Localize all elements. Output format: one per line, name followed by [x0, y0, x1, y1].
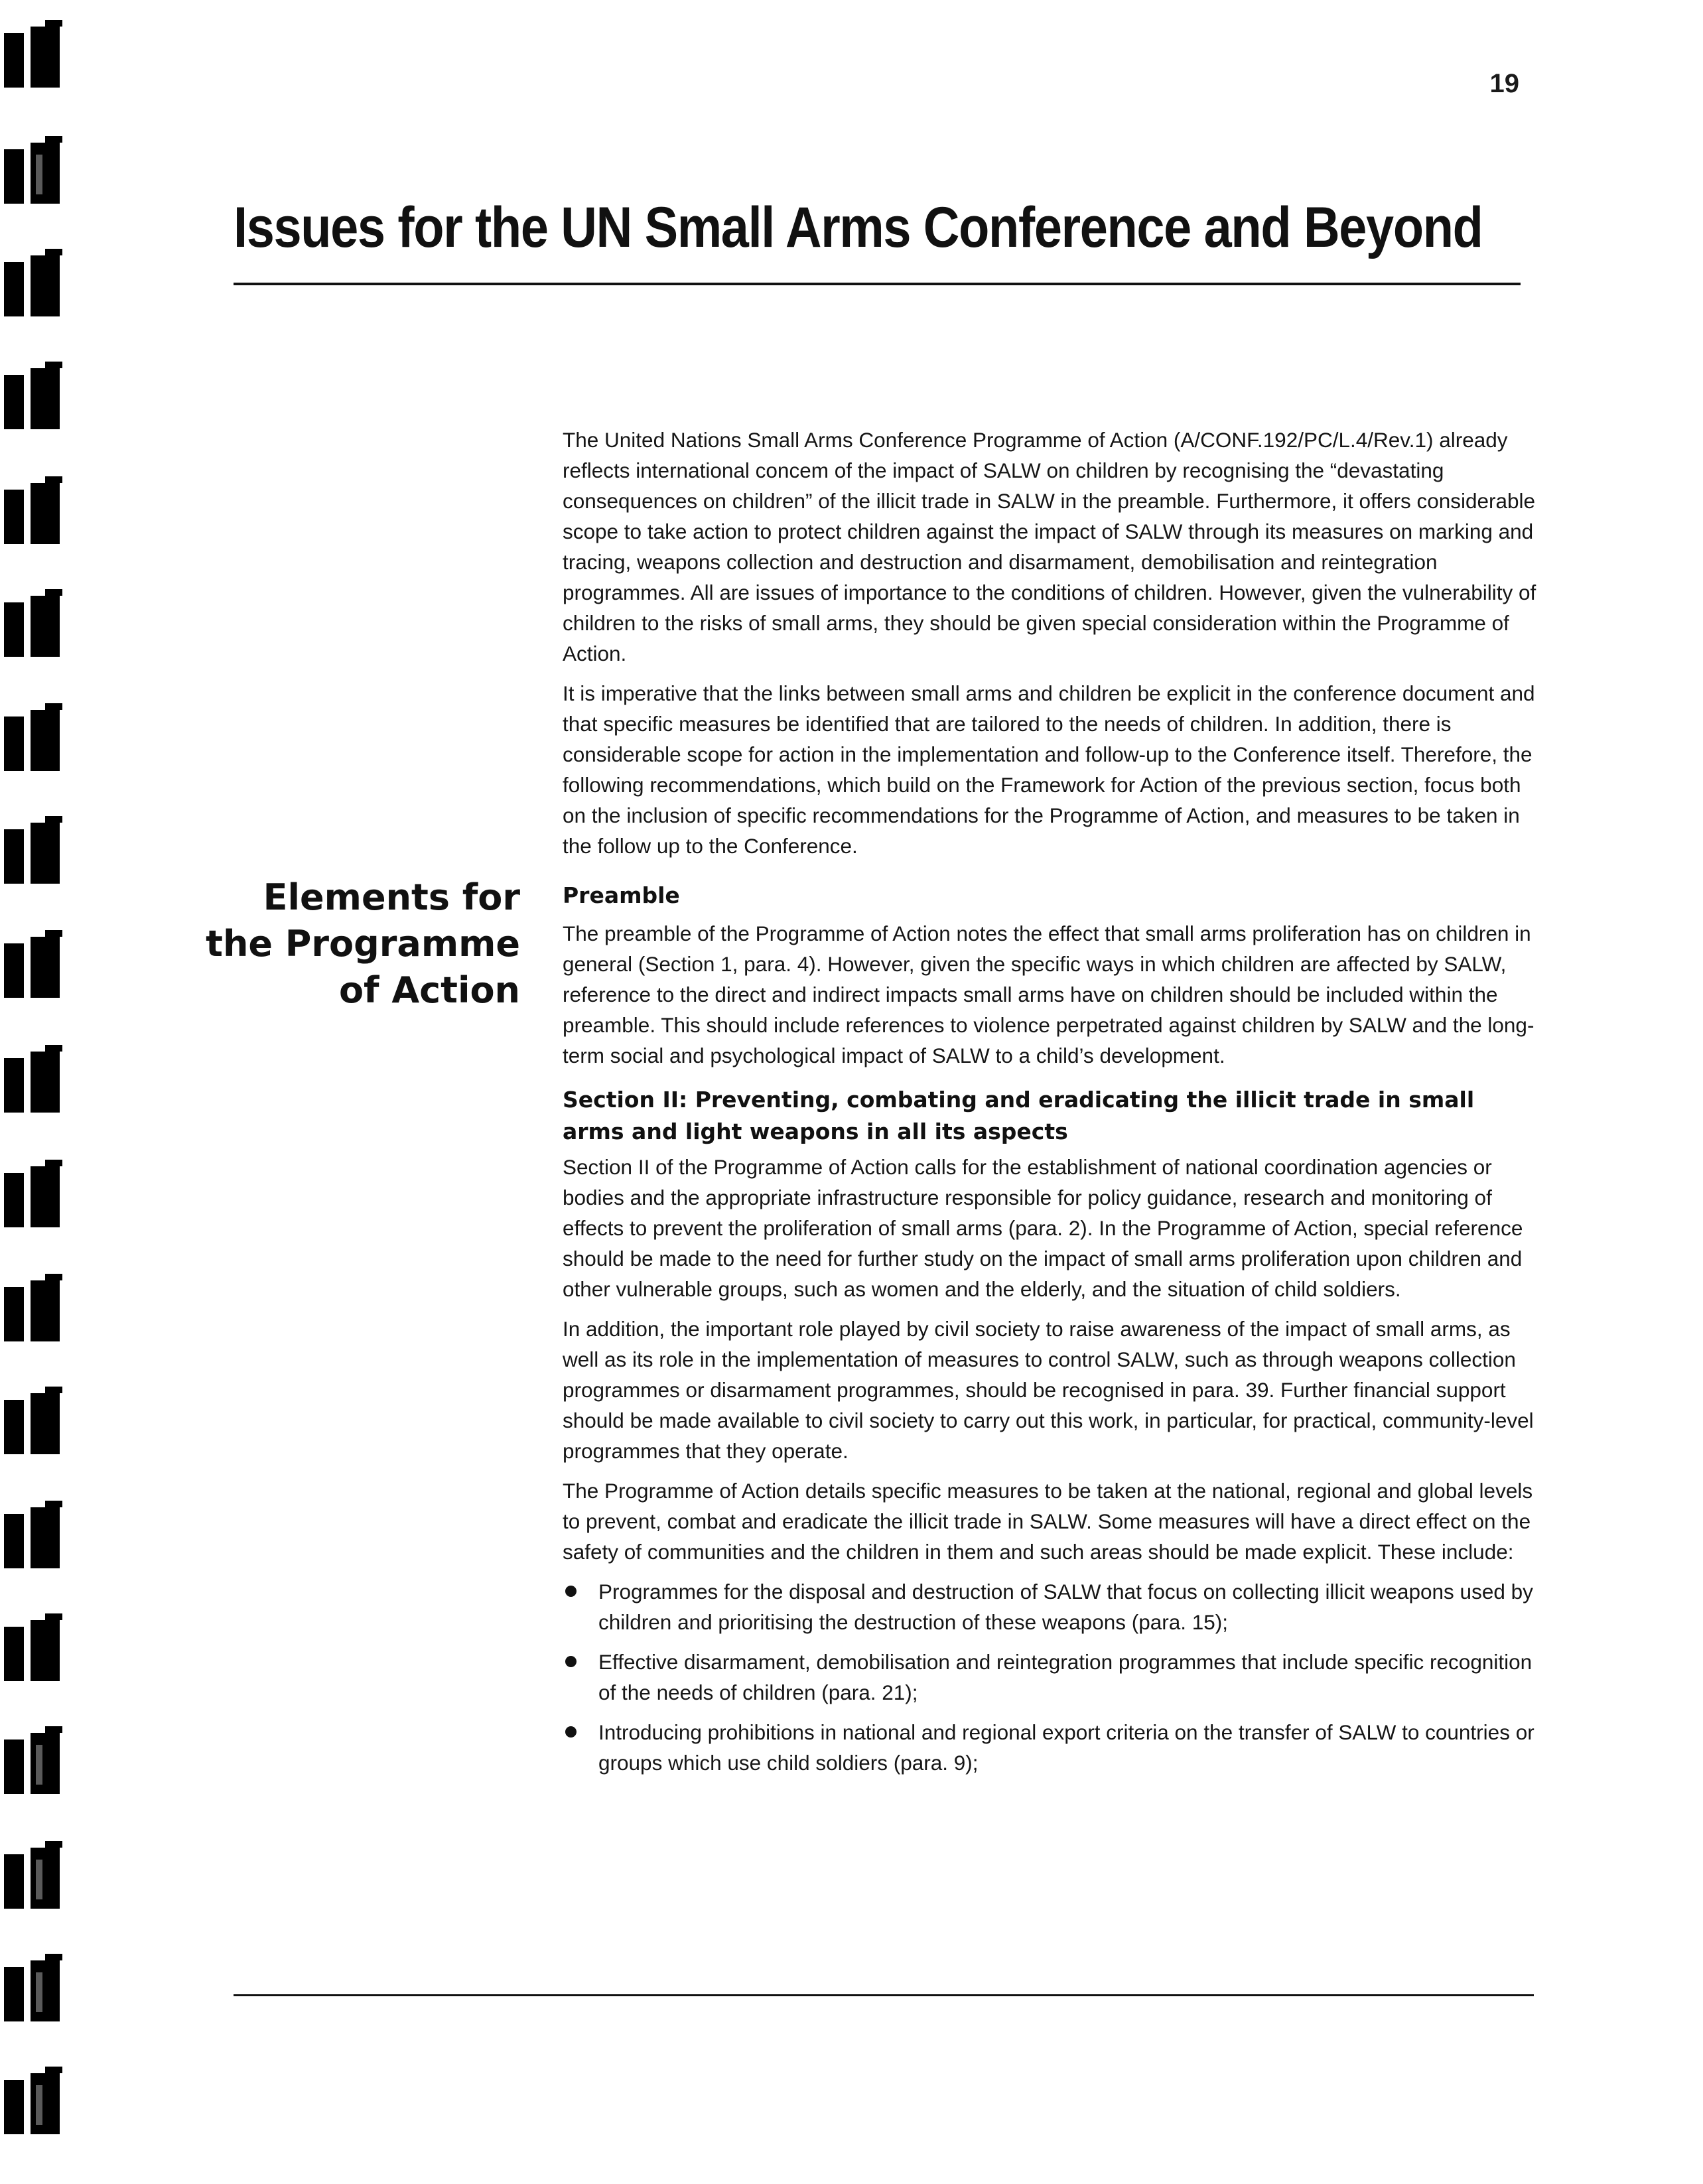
side-heading: [199, 874, 520, 1014]
intro-paragraph: It is imperative that the links between small arms and children be explicit in the conference document and that specific measures be identified that are tailored to the needs of children. In addition, there is considerable scope for action in the implementation and follow-up to the Conference itself. Therefore, the following recommendations, which build on the Framework for Action of the previous section, focus both on the inclusion of specific recommendations for the Programme of Action, and measures to be taken in the follow up to the Conference.: [563, 681, 1535, 858]
binding-ring: [4, 1848, 64, 1909]
side-heading-line: of Action: [338, 969, 520, 1011]
binding-ring: [4, 1393, 64, 1454]
binding-ring: [4, 1960, 64, 2021]
list-item: [563, 1717, 1538, 1778]
bullet-icon: [565, 1726, 577, 1738]
binding-ring: [4, 596, 64, 657]
binding-ring: [4, 143, 64, 204]
spiral-binding: [0, 0, 73, 2184]
preamble-heading: Preamble: [563, 882, 680, 908]
binding-ring: [4, 255, 64, 316]
footer-divider: [234, 1994, 1534, 1996]
binding-ring: [4, 1280, 64, 1341]
list-item: [563, 1576, 1538, 1637]
binding-ring: [4, 368, 64, 429]
side-heading-line: Elements for: [263, 876, 520, 918]
binding-ring: [4, 1507, 64, 1568]
measures-list: [563, 1576, 1538, 1778]
binding-ring: [4, 1620, 64, 1681]
side-heading-line: the Programme: [206, 923, 520, 965]
bullet-icon: [565, 1656, 577, 1667]
binding-ring: [4, 1052, 64, 1113]
bullet-icon: [565, 1586, 577, 1597]
main-content: [563, 425, 1538, 1787]
binding-ring: [4, 937, 64, 998]
binding-ring: [4, 483, 64, 544]
binding-ring: [4, 1166, 64, 1227]
section2-heading: Section II: Preventing, combating and eradicating the illicit trade in small arms and light weapons in all its aspects: [563, 1087, 1475, 1144]
list-item-text: Programmes for the disposal and destruction of SALW that focus on collecting illicit weapons used by children and prioritising the destruction of these weapons (para. 15);: [598, 1580, 1533, 1634]
page-number: 19: [1489, 69, 1519, 98]
binding-ring: [4, 710, 64, 771]
binding-ring: [4, 2073, 64, 2134]
list-item-text: Effective disarmament, demobilisation and reintegration programmes that include specific recognition of the needs of children (para. 21);: [598, 1650, 1533, 1704]
intro-paragraph: The United Nations Small Arms Conference Programme of Action (A/CONF.192/PC/L.4/Rev.1) already reflects international concem of the impact of SALW on children by recognising the “devastating consequences on children” of the illicit trade in SALW in the preamble. Furthermore, it offers considerable scope to take action to protect children against the impact of SALW through its measures on marking and tracing, weapons collection and destruction and disarmament, demobilisation and reintegration programmes. All are issues of importance to the conditions of children. However, given the vulnerability of children to the risks of small arms, they should be given special consideration within the Programme of Action.: [563, 428, 1536, 665]
preamble-paragraph: The preamble of the Programme of Action notes the effect that small arms proliferation has on children in general (Section 1, para. 4). However, given the specific ways in which children are affected by SALW, reference to the direct and indirect impacts small arms have on children should be included within the preamble. This should include references to violence perpetrated against children by SALW and the long-term social and psychological impact of SALW to a child’s development.: [563, 921, 1534, 1067]
binding-ring: [4, 1733, 64, 1794]
binding-ring: [4, 27, 64, 88]
list-item: [563, 1647, 1538, 1708]
title-divider: [234, 283, 1521, 285]
page-title: Issues for the UN Small Arms Conference and Beyond: [234, 196, 1483, 259]
list-item-text: Introducing prohibitions in national and regional export criteria on the transfer of SALW to countries or groups which use child soldiers (para. 9);: [598, 1720, 1534, 1775]
section2-paragraph: The Programme of Action details specific measures to be taken at the national, regional and global levels to prevent, combat and eradicate the illicit trade in SALW. Some measures will have a direct effect on the safety of communities and the children in them and such areas should be made explicit. These include:: [563, 1479, 1533, 1564]
section2-paragraph: In addition, the important role played by civil society to raise awareness of the impact of small arms, as well as its role in the implementation of measures to control SALW, such as through weapons collection programmes or disarmament programmes, should be recognised in para. 39. Further financial support should be made available to civil society to carry out this work, in particular, for practical, community-level programmes that they operate.: [563, 1317, 1534, 1463]
section2-paragraph: Section II of the Programme of Action calls for the establishment of national coordination agencies or bodies and the appropriate infrastructure responsible for policy guidance, research and monitoring of effects to prevent the proliferation of small arms (para. 2). In the Programme of Action, special reference should be made to the need for further study on the impact of small arms proliferation upon children and other vulnerable groups, such as women and the elderly, and the situation of child soldiers.: [563, 1155, 1523, 1301]
binding-ring: [4, 823, 64, 884]
